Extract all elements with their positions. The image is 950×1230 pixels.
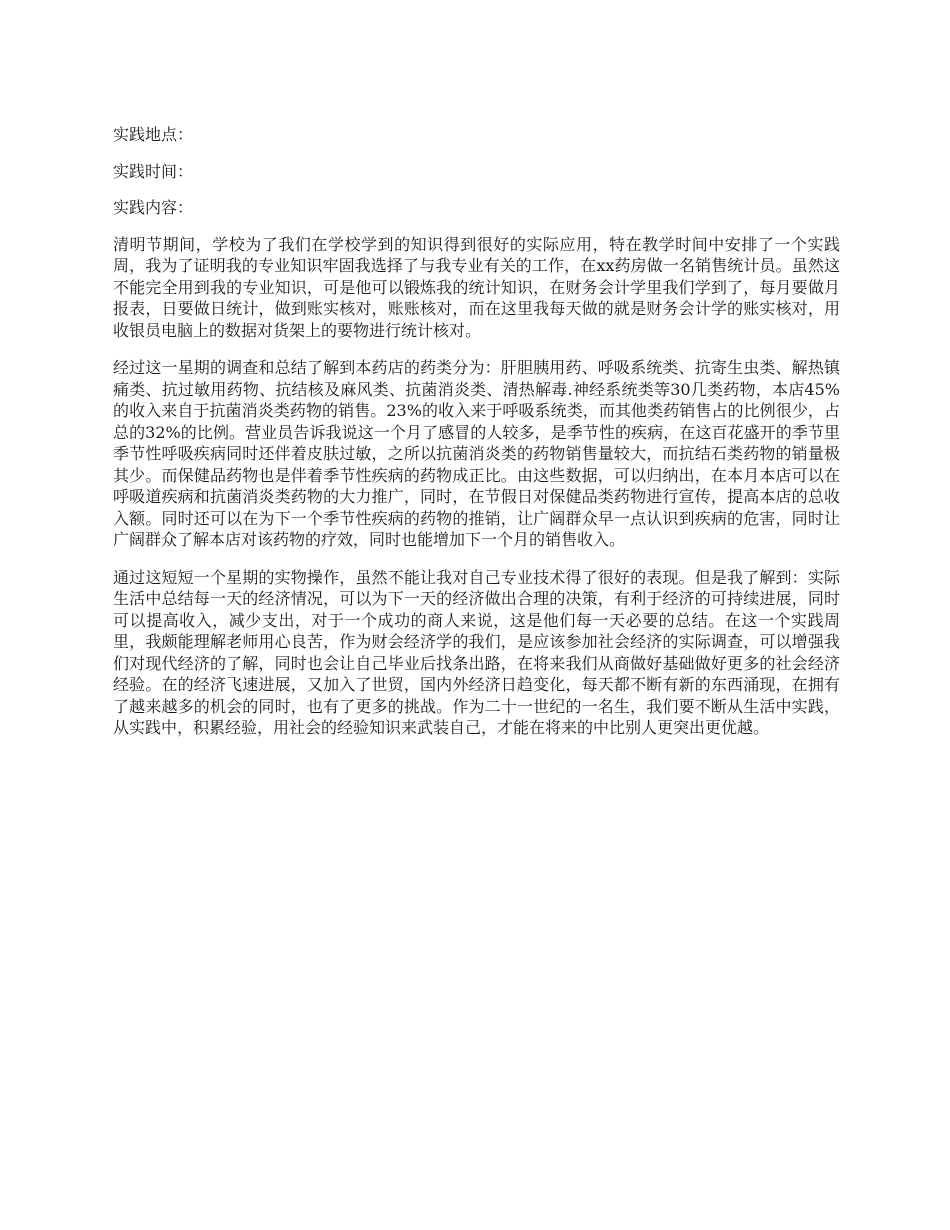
paragraph-conclusion: 通过这短短一个星期的实物操作，虽然不能让我对自己专业技术得了很好的表现。但是我了解到：实际生活中总结每一天的经济情况，可以为下一天的经济做出合理的决策，有利于经济的可持续进展，同时可以提高收入，减少支出，对于一个成功的商人来说，这是他们每一天必要的总结。在这一个实践周里，我颇能理解老师用心良苦，作为财会经济学的我们，是应该参加社会经济的实际调查，可以增强我们对现代经济的了解，同时也会让自己毕业后找条出路，在将来我们从商做好基础做好更多的社会经济经验。在的经济飞速进展，又加入了世贸，国内外经济日趋变化，每天都不断有新的东西涌现，在拥有了越来越多的机会的同时，也有了更多的挑战。作为二十一世纪的一名生，我们要不断从生活中实践，从实践中，积累经验，用社会的经验知识来武装自己，才能在将来的中比别人更突出更优越。 [113,567,840,737]
field-content: 实践内容： [113,198,194,217]
field-time: 实践时间： [113,161,194,181]
paragraph-findings: 经过这一星期的调查和总结了解到本药店的药类分为：肝胆胰用药、呼吸系统类、抗寄生虫类、解热镇痛类、抗过敏用药物、抗结核及麻风类、抗菌消炎类、清热解毒.神经系统类等30几类药物，本店45%的收入来自于抗菌消炎类药物的销售。23%的收入来于呼吸系统类，而其他类药销售占的比例很少，占总的32%的比例。营业员告诉我说这一个月了感冒的人较多，是季节性的疾病，在这百花盛开的季节里季节性呼吸疾病同时还伴着皮肤过敏，之所以抗菌消炎类的药物销售量较大，而抗结石类药物的销量极其少。而保健品药物也是伴着季节性疾病的药物成正比。由这些数据，可以归纳出，在本月本店可以在呼吸道疾病和抗菌消炎类药物的大力推广，同时，在节假日对保健品类药物进行宣传，提高本店的总收入额。同时还可以在为下一个季节性疾病的药物的推销，让广阔群众早一点认识到疾病的危害，同时让广阔群众了解本店对该药物的疗效，同时也能增加下一个月的销售收入。 [113,358,840,549]
paragraph-intro: 清明节期间，学校为了我们在学校学到的知识得到很好的实际应用，特在教学时间中安排了一个实践周，我为了证明我的专业知识牢固我选择了与我专业有关的工作，在xx药房做一名销售统计员。虽然这不能完全用到我的专业知识，可是他可以锻炼我的统计知识，在财务会计学里我们学到了，每月要做月报表，日要做日统计，做到账实核对，账账核对，而在这里我每天做的就是财务会计学的账实核对，用收银员电脑上的数据对货架上的要物进行统计核对。 [113,234,840,340]
field-location: 实践地点： [113,125,194,144]
document-body [113,124,840,755]
